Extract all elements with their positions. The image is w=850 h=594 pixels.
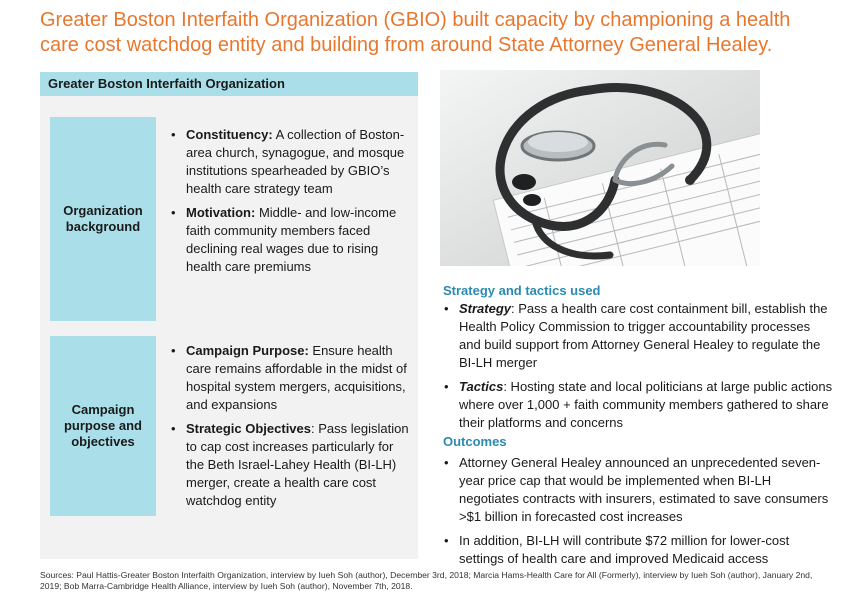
list-item: • In addition, BI-LH will contribute $72 million for lower-cost settings of health care and improved Medicaid access — [443, 532, 833, 568]
organization-background-label-text: Organization background — [63, 203, 143, 234]
item-text: : Hosting state and local politicians at large public actions where over 1,000 + faith community members gathered to share their platforms and concerns — [459, 379, 833, 430]
item-text: Middle- and low-income faith community members faced declining real wages due to rising health care premiums — [186, 205, 397, 274]
strategy-heading: Strategy and tactics used — [443, 283, 601, 298]
stethoscope-photo — [440, 70, 760, 266]
item-term: Campaign Purpose: — [186, 343, 309, 358]
list-item — [170, 342, 410, 414]
strategy-list — [443, 300, 833, 438]
item-term: Motivation: — [186, 205, 256, 220]
item-term: Tactics — [459, 379, 504, 394]
stethoscope-icon — [440, 70, 760, 266]
item-text: : Pass a health care cost containment bill, establish the Health Policy Commission to trigger accountability processes and build support from Attorney General Healey to regulate the BI-LH merger — [459, 301, 828, 370]
item-text: : Pass legislation to cap cost increases particularly for the Beth Israel-Lahey Health (BI-LH) merger, create a health care cost watchdog entity — [186, 421, 409, 508]
organization-background-list — [170, 126, 410, 282]
item-term: Strategic Objectives — [186, 421, 311, 436]
campaign-purpose-label — [50, 336, 156, 516]
item-text: Ensure health care remains affordable in the midst of hospital system mergers, acquisitions, and expansions — [186, 343, 407, 412]
organization-background-label — [50, 117, 156, 321]
campaign-purpose-list — [170, 342, 410, 516]
item-term: Constituency: — [186, 127, 273, 142]
item-text: A collection of Boston-area church, synagogue, and mosque institutions spearheaded by GBIO’s health care strategy team — [186, 127, 405, 196]
list-item — [443, 300, 833, 372]
sources-footnote: Sources: Paul Hattis-Greater Boston Interfaith Organization, interview by Iueh Soh (author), December 3rd, 2018; Marcia Hams-Health Care for All (Formerly), interview by Iueh Soh (author), January 2nd, 2019; Bob Marra-Cambridge Health Alliance, interview by Iueh Soh (author), November 7th, 2018. — [40, 570, 813, 591]
list-item — [170, 204, 410, 276]
list-item: • Attorney General Healey announced an unprecedented seven-year price cap that would be implemented when BI-LH negotiates contracts with insurers, estimated to save consumers >$1 billion in forecasted cost increases — [443, 454, 833, 526]
item-term: Strategy — [459, 301, 512, 316]
panel-header: Greater Boston Interfaith Organization — [40, 72, 418, 96]
list-item — [170, 420, 410, 510]
campaign-purpose-label-text: Campaign purpose and objectives — [63, 402, 142, 449]
list-item — [170, 126, 410, 198]
list-item — [443, 378, 833, 432]
outcomes-list — [443, 454, 833, 574]
page-title: Greater Boston Interfaith Organization (GBIO) built capacity by championing a health care cost watchdog entity and building from around State Attorney General Healey. — [40, 9, 791, 56]
outcomes-heading: Outcomes — [443, 434, 507, 449]
